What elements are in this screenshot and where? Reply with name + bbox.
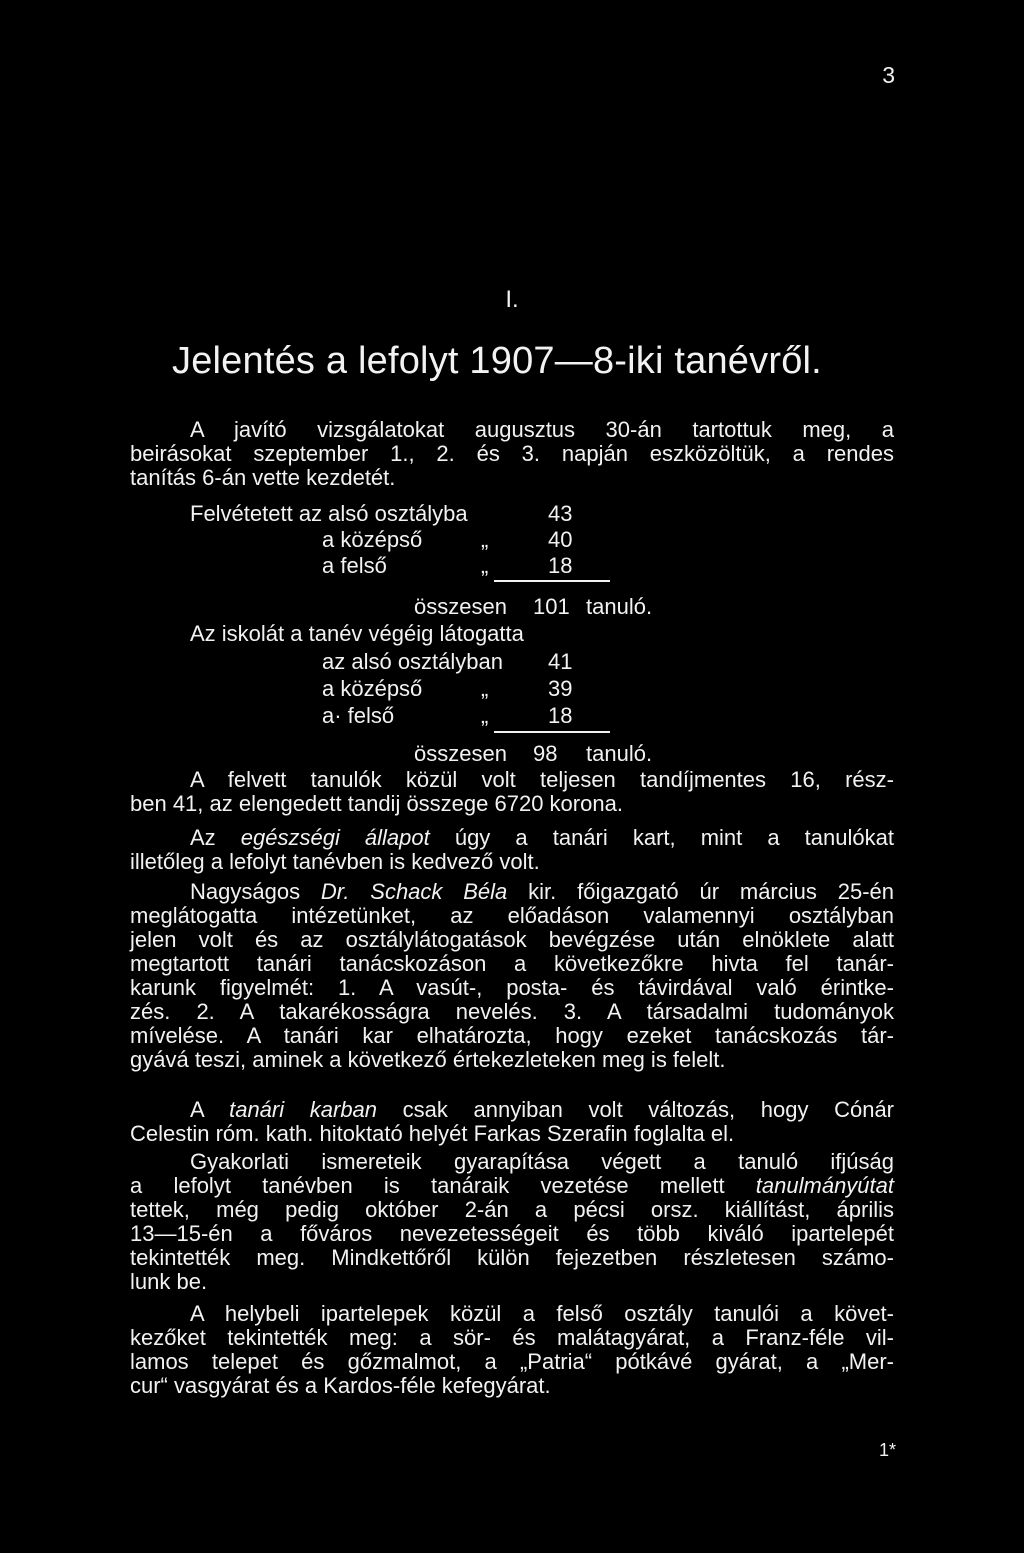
italic-run: egészségi állapot xyxy=(240,825,430,850)
paragraph-line: 13—15-én a főváros nevezetességeit és több kiváló ipartelepét xyxy=(130,1221,894,1246)
paragraph-line xyxy=(130,1174,894,1198)
paragraph-line: ben 41, az elengedett tandij összege 6720 korona. xyxy=(130,791,623,816)
sum-rule xyxy=(494,731,610,733)
admitted-total-unit: tanuló. xyxy=(586,594,653,619)
paragraph-line: A helybeli ipartelepek közül a felső osztály tanulói a követ- xyxy=(190,1301,894,1326)
paragraph-tuition xyxy=(130,768,894,816)
attended-total-value: 98 xyxy=(533,741,558,766)
text-run: Az xyxy=(190,825,241,850)
admitted-intro: Felvétetett az alsó osztályba xyxy=(190,501,468,526)
paragraph-line: lamos telepet és gőzmalmot, a „Patria“ pótkávé gyárat, a „Mer- xyxy=(130,1349,894,1374)
attended-label-upper: a· felső xyxy=(322,703,395,728)
attended-label-middle: a középső xyxy=(322,676,423,701)
paragraph-exams xyxy=(130,418,894,490)
paragraph-line: meglátogatta intézetünket, az előadáson valamennyi osztályban xyxy=(130,903,894,928)
paragraph-line: megtartott tanári tanácskozáson a következőkre hivta fel tanár- xyxy=(130,951,894,976)
section-number: I. xyxy=(505,286,519,313)
admitted-total-value: 101 xyxy=(533,594,570,619)
paragraph-line xyxy=(130,880,894,904)
attended-intro: Az iskolát a tanév végéig látogatta xyxy=(190,621,524,646)
attended-value-lower: 41 xyxy=(548,649,573,674)
paragraph-line: karunk figyelmét: 1. A vasút-, posta- és távirdával való érintke- xyxy=(130,975,894,1000)
paragraph-trips xyxy=(130,1150,894,1294)
paragraph-line: Gyakorlati ismereteik gyarapítása végett a tanuló ifjúság xyxy=(190,1149,894,1174)
admitted-label-middle: a középső xyxy=(322,527,423,552)
attended-label-lower: az alsó osztályban xyxy=(322,649,503,674)
paragraph-line: Celestin róm. kath. hitoktató helyét Farkas Szerafin foglalta el. xyxy=(130,1121,735,1146)
paragraph-factories xyxy=(130,1302,894,1398)
admitted-total-label: összesen xyxy=(414,594,507,619)
ditto-mark: „ xyxy=(481,553,489,578)
paragraph-line: A javító vizsgálatokat augusztus 30-án tartottuk meg, a xyxy=(190,417,894,442)
ditto-mark: „ xyxy=(481,703,489,728)
text-run: kir. főigazgató úr március 25-én xyxy=(507,879,894,904)
paragraph-line: A felvett tanulók közül volt teljesen tandíjmentes 16, rész- xyxy=(190,767,894,792)
paragraph-line: beirásokat szeptember 1., 2. és 3. napján eszközöltük, a rendes xyxy=(130,441,894,466)
admitted-value-upper: 18 xyxy=(548,553,573,578)
ditto-mark: „ xyxy=(481,527,489,552)
admitted-value-middle: 40 xyxy=(548,527,573,552)
page-number: 3 xyxy=(882,62,895,88)
attended-total-unit: tanuló. xyxy=(586,741,653,766)
paragraph-line: tekintették meg. Mindkettőről külön fejezetben részletesen számo- xyxy=(130,1245,894,1270)
sum-rule xyxy=(494,580,610,582)
paragraph-line xyxy=(130,826,894,850)
admitted-label-upper: a felső xyxy=(322,553,387,578)
admitted-value-lower: 43 xyxy=(548,501,573,526)
text-run: úgy a tanári kart, mint a tanulókat xyxy=(429,825,894,850)
paragraph-line: illetőleg a lefolyt tanévben is kedvező volt. xyxy=(130,849,540,874)
ditto-mark: „ xyxy=(481,676,489,701)
attended-total-label: összesen xyxy=(414,741,507,766)
paragraph-staff xyxy=(130,1098,894,1146)
paragraph-health xyxy=(130,826,894,874)
italic-run: tanulmányútat xyxy=(755,1173,894,1198)
paragraph-visit xyxy=(130,880,894,1072)
signature-mark: 1* xyxy=(878,1440,896,1460)
paragraph-line: mívelése. A tanári kar elhatározta, hogy ezeket tanácskozás tár- xyxy=(130,1023,894,1048)
italic-run: Dr. Schack Béla xyxy=(320,879,508,904)
chapter-title: Jelentés a lefolyt 1907—8-iki tanévről. xyxy=(172,340,822,382)
paragraph-line: kezőket tekintették meg: a sör- és malátagyárat, a Franz-féle vil- xyxy=(130,1325,894,1350)
text-run: Nagyságos xyxy=(190,879,321,904)
attended-value-upper: 18 xyxy=(548,703,573,728)
attended-value-middle: 39 xyxy=(548,676,573,701)
paragraph-line: cur“ vasgyárat és a Kardos-féle kefegyárat. xyxy=(130,1373,551,1398)
italic-run: tanári karban xyxy=(229,1097,378,1122)
paragraph-line: gyává teszi, aminek a következő értekezleteken meg is felelt. xyxy=(130,1047,726,1072)
paragraph-line: jelen volt és az osztálylátogatások bevégzése után elnöklete alatt xyxy=(130,927,894,952)
paragraph-line: zés. 2. A takarékosságra nevelés. 3. A társadalmi tudományok xyxy=(130,999,894,1024)
paragraph-line: tettek, még pedig október 2-án a pécsi orsz. kiállítást, április xyxy=(130,1197,894,1222)
text-run: A xyxy=(190,1097,230,1122)
text-run: a lefolyt tanévben is tanáraik vezetése mellett xyxy=(130,1173,756,1198)
paragraph-line xyxy=(130,1098,894,1122)
text-run: csak annyiban volt változás, hogy Cónár xyxy=(377,1097,895,1122)
paragraph-line: lunk be. xyxy=(130,1269,208,1294)
paragraph-line: tanítás 6-án vette kezdetét. xyxy=(130,465,396,490)
